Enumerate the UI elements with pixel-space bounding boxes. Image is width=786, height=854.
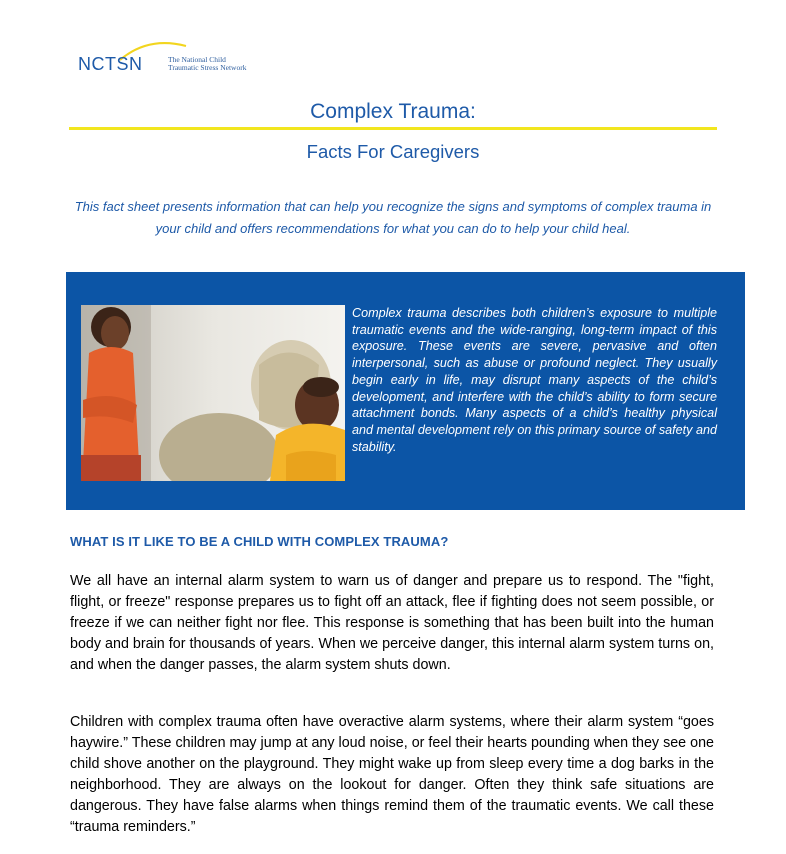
body-paragraph-1: We all have an internal alarm system to warn us of danger and prepare us to respond. The "fight, flight, or freeze" response prepares us to fight off an attack, flee if fighting does not seem possible, or freeze if we can neither fight nor flee. This response is something that has been built into the human body and brain for thousands of years. When we perceive danger, this internal alarm system turns on, and when the danger passes, the alarm system shuts down. — [70, 573, 714, 673]
logo-subtext-line1: The National Child — [168, 55, 226, 64]
body-paragraph-2: Children with complex trauma often have overactive alarm systems, where their alarm system “goes haywire.” These children may jump at any loud noise, or feel their hearts pounding when they see one child shove another on the playground. They might wake up from sleep every time a dog barks in the neighborhood. They are always on the lookout for danger. Often they think safe situations are dangerous. They have false alarms when things remind them of the traumatic events. We call these “trauma reminders.” — [70, 714, 714, 835]
nctsn-logo — [78, 40, 278, 76]
page-subtitle: Facts For Caregivers — [306, 141, 480, 162]
logo-subtext — [168, 56, 246, 72]
intro-text: This fact sheet presents information that can help you recognize the signs and symptoms of complex trauma in your child and offers recommendations for what you can do to help your child heal. — [74, 199, 712, 236]
page-title: Complex Trauma: — [310, 100, 476, 123]
title-divider — [69, 127, 717, 130]
logo-wordmark: NCTSN — [78, 54, 143, 74]
callout-box — [66, 272, 745, 510]
section-heading: WHAT IS IT LIKE TO BE A CHILD WITH COMPLEX TRAUMA? — [70, 534, 449, 549]
callout-text: Complex trauma describes both children’s exposure to multiple traumatic events and the wide-ranging, long-term impact of this exposure. These events are severe, pervasive and often interpersonal, such as abuse or profound neglect. They usually begin early in life, may disrupt many aspects of the child’s development, and interfere with the child’s ability to form secure attachment bonds. Many aspects of a child’s healthy physical and mental development rely on this primary source of safety and stability. — [352, 306, 717, 454]
logo-subtext-line2: Traumatic Stress Network — [168, 63, 247, 72]
caregiver-child-photo — [81, 305, 345, 481]
